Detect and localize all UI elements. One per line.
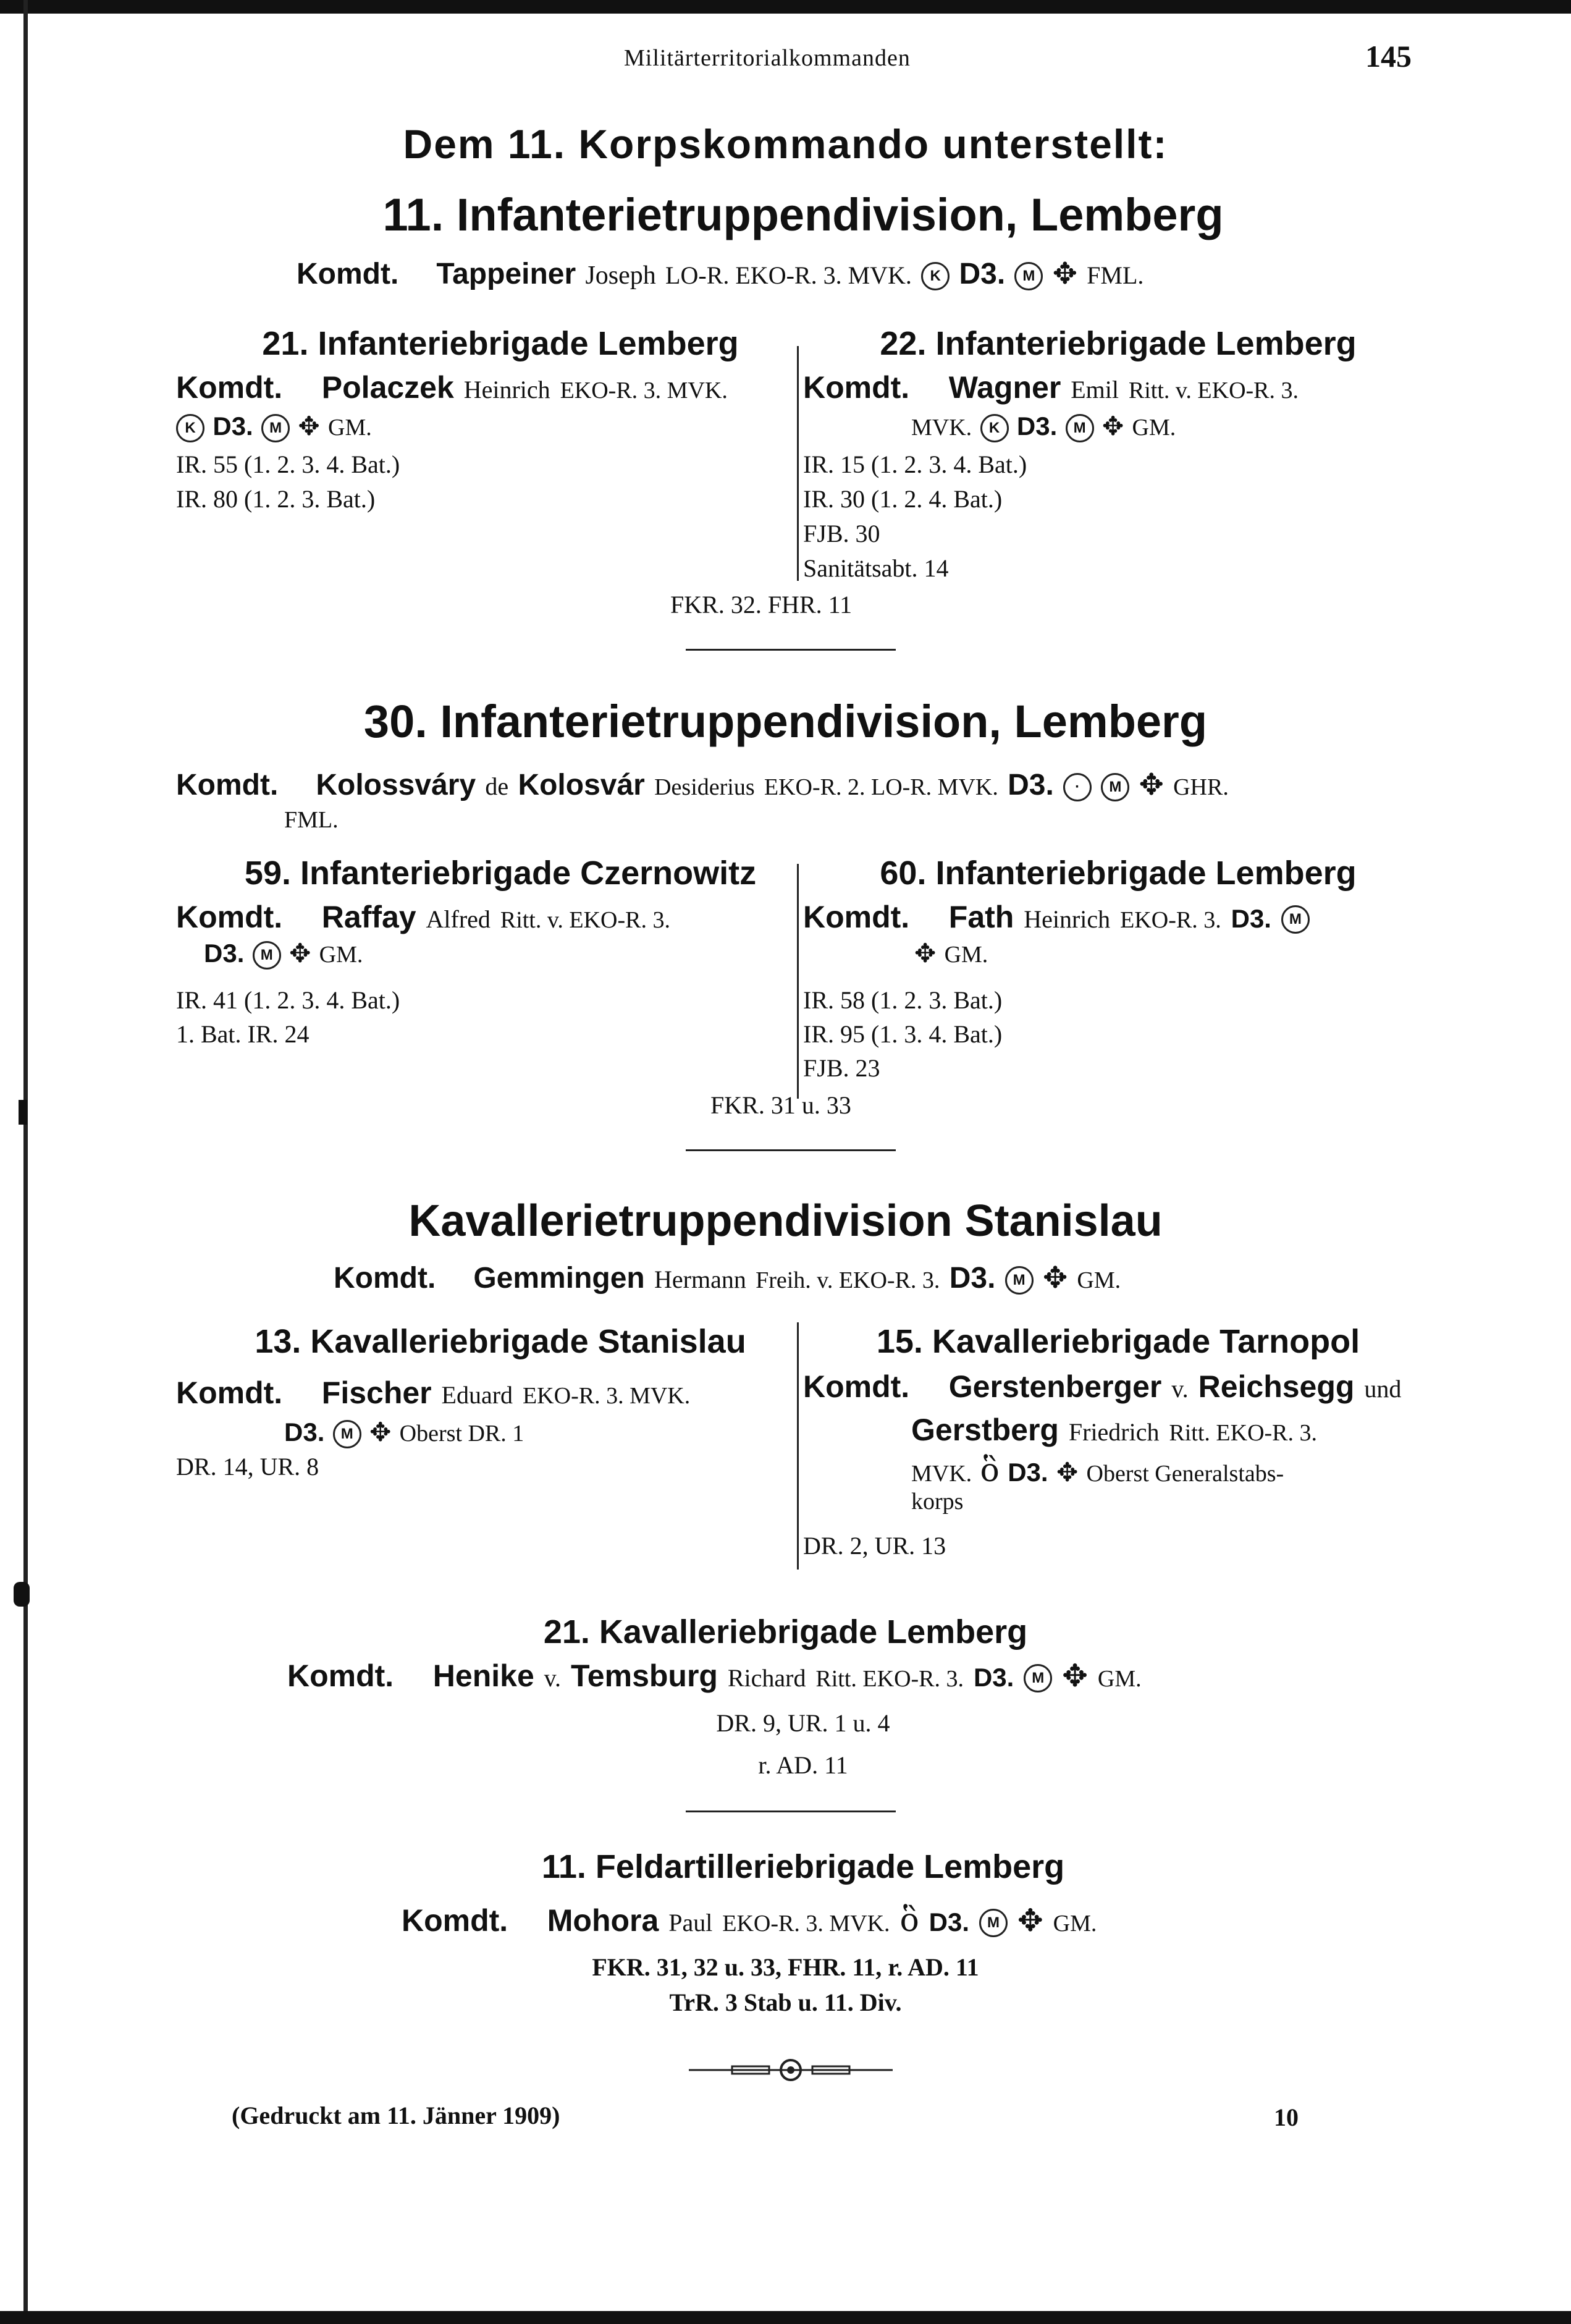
decoration-d3: D3. (929, 1908, 970, 1937)
scan-mark (19, 1100, 27, 1125)
scan-border-bottom (0, 2311, 1571, 2324)
commander-name: Fath (948, 900, 1014, 934)
division-title: Kavallerietruppendivision Stanislau (408, 1196, 1163, 1246)
division-title: 11. Infanterietruppendivision, Lemberg (382, 189, 1224, 240)
commander-given-name: Friedrich (1068, 1418, 1160, 1446)
commander-honors: EKO-R. 3. MVK. (522, 1383, 691, 1409)
decoration-d3: D3. (284, 1418, 325, 1447)
komdt-label: Komdt. (176, 1375, 283, 1410)
komdt-label: Komdt. (176, 370, 283, 405)
commander-given-name: Alfred (426, 905, 491, 933)
unit-line: FKR. 31, 32 u. 33, FHR. 11, r. AD. 11 (592, 1953, 979, 1981)
cross-icon: ✥ (1017, 1903, 1043, 1938)
brigade-commander (176, 370, 728, 405)
division-units: FKR. 32. FHR. 11 (670, 591, 853, 619)
scan-mark (14, 1582, 30, 1607)
brigade-commander (176, 899, 670, 935)
brigade-commander-cont (911, 1452, 1284, 1489)
unit-line: 1. Bat. IR. 24 (176, 1020, 310, 1048)
commander-particle: v. (544, 1664, 562, 1692)
m-medal-icon: M (1005, 1266, 1034, 1295)
unit-line: r. AD. 11 (758, 1751, 848, 1779)
division-commander-line (297, 256, 1144, 291)
brigade-commander (803, 370, 1299, 405)
commander-honors: EKO-R. 3. MVK. (560, 378, 728, 404)
commander-given-name: Emil (1071, 376, 1119, 404)
commander-given-name: Eduard (441, 1381, 513, 1409)
commander-tail: D3. (959, 258, 1006, 290)
division-title: 30. Infanterietruppendivision, Lemberg (363, 696, 1208, 747)
unit-line: IR. 30 (1. 2. 4. Bat.) (803, 485, 1003, 513)
commander-rank-cont: korps (911, 1489, 964, 1515)
komdt-label: Komdt. (176, 900, 283, 934)
commander-name: Gerstenberger (948, 1369, 1162, 1404)
division-units: FKR. 31 u. 33 (710, 1091, 851, 1119)
commander-name-part: Gerstberg (911, 1413, 1059, 1447)
brigade-commander-cont (284, 1417, 524, 1448)
komdt-label: Komdt. (402, 1903, 508, 1938)
unit-line: DR. 14, UR. 8 (176, 1453, 319, 1481)
cross-icon: ✥ (1052, 256, 1077, 291)
commander-given-name: Richard (727, 1664, 806, 1692)
commander-rank: GM. (1132, 415, 1176, 441)
cross-icon: ✥ (369, 1417, 392, 1447)
commander-rank: GHR. (1173, 774, 1229, 800)
commander-honors: Freih. v. EKO-R. 3. (756, 1267, 940, 1293)
k-cross-icon: K (921, 262, 950, 290)
brigade-commander-cont (204, 938, 363, 970)
separator (686, 1811, 896, 1812)
m-medal-icon: M (1024, 1664, 1052, 1692)
commander-honors: Ritt. EKO-R. 3. (1169, 1420, 1318, 1446)
komdt-label: Komdt. (803, 900, 910, 934)
commander-given-name: Hermann (654, 1266, 746, 1293)
sheet-number: 10 (1274, 2103, 1299, 2131)
komdt-label: Komdt. (297, 258, 399, 290)
commander-honors: Ritt. v. EKO-R. 3. (500, 907, 670, 933)
decoration-d3: D3. (204, 939, 245, 968)
scan-border-top (0, 0, 1571, 14)
brigade-title: 60. Infanteriebrigade Lemberg (880, 855, 1357, 892)
commander-name: Wagner (948, 370, 1061, 405)
commander-rank: GM. (328, 415, 372, 441)
cross-icon: ✥ (1056, 1457, 1079, 1487)
unit-line: IR. 41 (1. 2. 3. 4. Bat.) (176, 986, 400, 1014)
m-medal-icon: M (1281, 905, 1310, 934)
commander-name-part: Reichsegg (1198, 1369, 1355, 1404)
division-commander-line (334, 1261, 1121, 1295)
commander-rank: GM. (944, 942, 988, 968)
commander-name: Fischer (321, 1375, 432, 1410)
ring-medal-icon: ὃ (899, 1902, 919, 1939)
unit-line: IR. 80 (1. 2. 3. Bat.) (176, 485, 376, 513)
k-cross-icon: K (980, 414, 1009, 442)
page-number: 145 (1365, 39, 1412, 74)
column-divider (797, 864, 799, 1099)
print-date: (Gedruckt am 11. Jänner 1909) (232, 2102, 560, 2129)
unit-line: DR. 2, UR. 13 (803, 1532, 946, 1560)
unit-line: FJB. 23 (803, 1054, 880, 1082)
m-medal-icon: M (1014, 262, 1043, 290)
commander-name-part: Kolosvár (518, 769, 645, 801)
commander-name: Henike (432, 1658, 534, 1693)
brigade-commander-cont (911, 1412, 1317, 1448)
commander-particle: v. (1171, 1375, 1189, 1403)
brigade-title: 15. Kavalleriebrigade Tarnopol (876, 1323, 1360, 1360)
brigade-title: 22. Infanteriebrigade Lemberg (880, 325, 1357, 362)
unit-line: IR. 15 (1. 2. 3. 4. Bat.) (803, 450, 1027, 478)
commander-name: Raffay (321, 900, 416, 934)
commander-given-name: Joseph (585, 261, 656, 290)
commander-name: Polaczek (321, 370, 454, 405)
brigade-commander (176, 1375, 690, 1411)
commander-honors: EKO-R. 3. MVK. (722, 1911, 890, 1937)
cross-icon: ✥ (1062, 1658, 1089, 1694)
unit-line: DR. 9, UR. 1 u. 4 (716, 1709, 890, 1737)
ring-medal-icon: ὃ (980, 1452, 1000, 1489)
brigade-title: 11. Feldartilleriebrigade Lemberg (541, 1848, 1065, 1885)
commander-given-name: Paul (668, 1909, 713, 1937)
m-medal-icon: M (979, 1909, 1008, 1937)
m-medal-icon: M (333, 1420, 361, 1448)
commander-honors: LO-R. EKO-R. 3. MVK. (665, 261, 912, 289)
decoration-d3: D3. (1231, 904, 1271, 933)
decoration-d3: D3. (1008, 1458, 1048, 1487)
commander-tail: D3. (1008, 769, 1054, 801)
decoration-mvk: MVK. (911, 1461, 972, 1487)
cross-icon: ✥ (1139, 767, 1164, 802)
cross-icon: ✥ (914, 938, 937, 968)
unit-line: Sanitätsabt. 14 (803, 554, 949, 582)
komdt-label: Komdt. (803, 1369, 910, 1404)
unit-line: TrR. 3 Stab u. 11. Div. (669, 1988, 902, 2016)
m-medal-icon: M (261, 414, 290, 442)
separator (686, 649, 896, 651)
brigade-commander-cont (911, 411, 1176, 442)
commander-given-name: Heinrich (1024, 905, 1111, 933)
commander-name: Kolossváry (316, 769, 476, 801)
komdt-label: Komdt. (803, 370, 910, 405)
brigade-title: 21. Infanteriebrigade Lemberg (262, 325, 739, 362)
commander-tail: D3. (949, 1262, 996, 1295)
commander-rank: GM. (1077, 1267, 1121, 1293)
decoration-d3: D3. (1016, 412, 1058, 441)
cross-icon: ✥ (298, 411, 320, 441)
brigade-title: 21. Kavalleriebrigade Lemberg (543, 1613, 1028, 1650)
decoration-d3: D3. (973, 1663, 1014, 1692)
unit-line: IR. 58 (1. 2. 3. Bat.) (803, 986, 1003, 1014)
decoration-d3: D3. (213, 412, 253, 441)
unit-line: IR. 95 (1. 3. 4. Bat.) (803, 1020, 1003, 1048)
cross-icon: ✥ (1101, 411, 1124, 441)
cross-icon: ✥ (1042, 1261, 1068, 1295)
unit-line: IR. 55 (1. 2. 3. 4. Bat.) (176, 450, 400, 478)
commander-rank-cont: FML. (284, 807, 339, 833)
brigade-title: 13. Kavalleriebrigade Stanislau (255, 1323, 746, 1360)
commander-rank: FML. (1087, 261, 1144, 289)
commander-honors: Ritt. EKO-R. 3. (815, 1666, 964, 1692)
division-commander-line (176, 767, 1229, 802)
ornament-divider (689, 2055, 893, 2085)
commander-given-name: Desiderius (654, 774, 755, 800)
commander-particle: de (485, 772, 509, 800)
column-divider (797, 1322, 799, 1570)
commander-given-name: Heinrich (463, 376, 550, 404)
komdt-label: Komdt. (287, 1658, 394, 1693)
cross-icon: ✥ (289, 938, 311, 968)
k-cross-icon: K (176, 414, 204, 442)
komdt-label: Komdt. (334, 1262, 436, 1295)
brigade-title: 59. Infanteriebrigade Czernowitz (244, 855, 757, 892)
commander-name: Tappeiner (436, 258, 576, 290)
commander-name: Mohora (547, 1903, 659, 1938)
commander-rank: GM. (1053, 1911, 1097, 1937)
separator (686, 1149, 896, 1151)
commander-rank: GM. (1097, 1666, 1142, 1692)
commander-rank: Oberst Generalstabs- (1086, 1461, 1284, 1487)
dot-medal-icon: · (1063, 773, 1092, 801)
m-medal-icon: M (1101, 773, 1129, 801)
running-title: Militärterritorialkommanden (624, 45, 911, 71)
brigade-commander (803, 899, 1310, 935)
commander-rank: GM. (319, 942, 363, 968)
m-medal-icon: M (253, 941, 281, 970)
column-divider (797, 346, 799, 581)
commander-honors: EKO-R. 2. LO-R. MVK. (764, 774, 998, 800)
commander-name: Gemmingen (473, 1262, 645, 1295)
commander-name-part: Temsburg (570, 1658, 718, 1693)
brigade-commander-cont (914, 938, 988, 968)
commander-honors: Ritt. v. EKO-R. 3. (1128, 378, 1299, 404)
unit-line: FJB. 30 (803, 520, 880, 547)
commander-rank: Oberst DR. 1 (399, 1421, 524, 1447)
decoration-mvk: MVK. (911, 415, 972, 441)
commander-particle: und (1364, 1375, 1402, 1403)
m-medal-icon: M (1066, 414, 1094, 442)
brigade-commander-cont (176, 411, 372, 442)
brigade-commander (402, 1902, 1097, 1939)
komdt-label: Komdt. (176, 769, 279, 801)
section-title: Dem 11. Korpskommando unterstellt: (403, 121, 1168, 167)
commander-honors: EKO-R. 3. (1120, 907, 1221, 933)
brigade-commander (803, 1369, 1401, 1405)
brigade-commander (287, 1658, 1142, 1694)
